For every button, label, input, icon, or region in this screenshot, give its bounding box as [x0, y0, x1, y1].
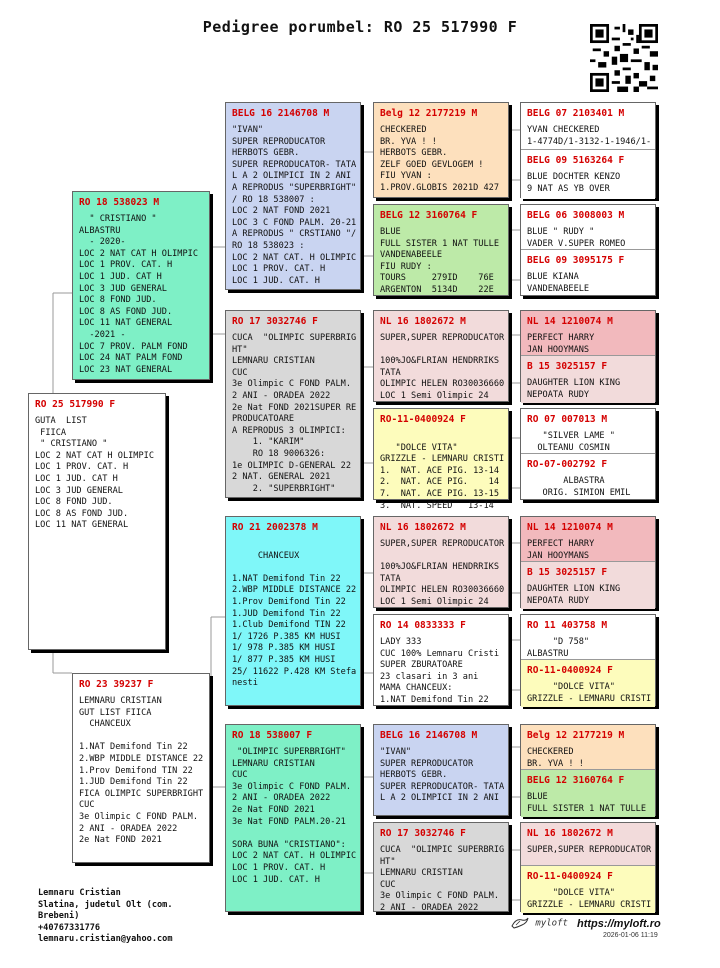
ancestor-pair-card[interactable] — [520, 204, 656, 296]
ancestor-female[interactable] — [521, 249, 655, 297]
grandparent-card[interactable] — [225, 102, 361, 290]
ring-number: BELG 09 3095175 F — [527, 255, 625, 266]
pigeon-details: CUCA "OLIMPIC SUPERBRIG HT" LEMNARU CRISTIAN CUC 3e Olimpic C FOND PALM. 2 ANI - ORADEA 2022 2e Nat FOND 2021SUPER RE PRODUCATOARE A REPRODUS 3 OLIMPICI: 1. "KARIM" RO 18 9006326: 1e OLIMPIC D-GENERAL 22 2 NAT. GENERAL 2021 2. "SUPERBRIGHT" — [232, 333, 357, 494]
logo-text: myloft — [535, 918, 568, 929]
pigeon-details: "OLIMPIC SUPERBRIGHT" LEMNARU CRISTIAN CUC 3e Olimpic C FOND PALM. 2 ANI - ORADEA 2022 2e Nat FOND 2021 3e Nat FOND PALM.20-21 SORA BUNA "CRISTIANO": LOC 2 NAT CAT. H OLIMPIC LOC 1 PROV. CAT. H LOC 1 JUD. CAT. H — [232, 747, 357, 885]
pigeon-details: CHECKERED BR. YVA ! ! HERBOTS GEBR. ZELF GOED GEVLOGEM ! FIU YVAN : 1.PROV.GLOBIS 2021D 427 — [380, 125, 499, 193]
ring-number: B 15 3025157 F — [527, 567, 608, 578]
ring-number: BELG 09 5163264 F — [527, 155, 625, 166]
pigeon-details: "DOLCE VITA" GRIZZLE - LEMNARU CRISTI — [527, 888, 652, 910]
pigeon-details: SUPER,SUPER REPRODUCATOR — [527, 845, 652, 855]
ring-number: Belg 12 2177219 M — [380, 108, 478, 119]
ring-number: RO 23 39237 F — [79, 679, 154, 690]
ring-number: Belg 12 2177219 M — [527, 730, 625, 741]
pigeon-details: BLUE KIANA VANDENABEELE — [527, 272, 590, 294]
sire-card[interactable] — [72, 191, 210, 380]
pigeon-details: DAUGHTER LION KING NEPOATA RUDY — [527, 378, 621, 400]
ring-number: RO 17 3032746 F — [380, 828, 466, 839]
pigeon-details: BLUE " RUDY " VADER V.SUPER ROMEO — [527, 227, 626, 249]
ring-number: RO-11-0400924 F — [527, 665, 613, 676]
ring-number: BELG 16 2146708 M — [380, 730, 478, 741]
ancestor-male[interactable] — [521, 615, 655, 659]
pigeon-details: BLUE FULL SISTER 1 NAT TULLE VANDENABEELE FIU RUDY : TOURS 279ID 76E ARGENTON 5134D 22E — [380, 227, 499, 295]
website-link[interactable]: https://myloft.ro — [577, 918, 661, 930]
ring-number: RO 17 3032746 F — [232, 316, 318, 327]
great-grandparent-card[interactable] — [373, 102, 509, 198]
ancestor-female[interactable] — [521, 659, 655, 707]
ancestor-pair-card[interactable] — [520, 310, 656, 402]
pigeon-details: LEMNARU CRISTIAN GUT LIST FIICA CHANCEUX 1.NAT Demifond Tin 22 2.WBP MIDDLE DISTANCE 22 1.Prov Demifond TIN 22 1.JUD Demifond Tin 22 FICA OLIMPIC SUPERBRIGHT CUC 3e Olimpic C FOND PALM. 2 ANI - ORADEA 2022 2e Nat FOND 2021 — [79, 696, 204, 846]
ring-number: NL 16 1802672 M — [380, 522, 466, 533]
pigeon-details: LADY 333 CUC 100% Lemnaru Cristi SUPER ZBURATOARE 23 clasari in 3 ani MAMA CHANCEUX: 1.NAT Demifond Tin 22 — [380, 637, 499, 705]
pigeon-details: GUTA LIST FIICA " CRISTIANO " LOC 2 NAT CAT H OLIMPIC LOC 1 PROV. CAT. H LOC 1 JUD. CAT H LOC 3 JUD GENERAL LOC 8 FOND JUD. LOC 8 AS FOND JUD. LOC 11 NAT GENERAL — [35, 416, 154, 531]
pigeon-details: "DOLCE VITA" GRIZZLE - LEMNARU CRISTI 1. NAT. ACE PIG. 13-14 2. NAT. ACE PIG. 14 7. NAT. ACE PIG. 13-15 3. NAT. SPEED 13-14 — [380, 442, 505, 511]
ancestor-pair-card[interactable] — [520, 614, 656, 706]
ring-number: RO 07 007013 M — [527, 414, 608, 425]
ring-number: BELG 12 3160764 F — [380, 210, 478, 221]
pigeon-details: ALBASTRA ORIG. SIMION EMIL — [542, 476, 631, 498]
ancestor-male[interactable] — [521, 311, 655, 355]
pigeon-details: SUPER,SUPER REPRODUCATOR 100%JO&FLRIAN HENDRRIKS TATA OLIMPIC HELEN RO30036660 LOC 1 Semi Olimpic 24 — [380, 539, 505, 607]
page-title: Pedigree porumbel: RO 25 517990 F — [202, 18, 518, 36]
pigeon-details: "SILVER LAME " OLTEANU COSMIN — [537, 431, 615, 453]
great-grandparent-card[interactable] — [373, 204, 509, 296]
ancestor-male[interactable] — [521, 409, 655, 453]
ring-number: NL 14 1210074 M — [527, 522, 613, 533]
ancestor-male[interactable] — [521, 517, 655, 561]
pigeon-details: CUCA "OLIMPIC SUPERBRIG HT" LEMNARU CRISTIAN CUC 3e Olimpic C FOND PALM. 2 ANI - ORADEA 2022 — [380, 845, 505, 913]
subject-pigeon-card[interactable] — [28, 393, 166, 650]
pigeon-details: CHECKERED BR. YVA ! ! — [527, 747, 584, 769]
myloft-logo — [510, 916, 568, 930]
ring-number: RO-07-002792 F — [527, 459, 608, 470]
ring-number: BELG 06 3008003 M — [527, 210, 625, 221]
great-grandparent-card[interactable] — [373, 724, 509, 816]
grandparent-card[interactable] — [225, 516, 361, 706]
ancestor-male[interactable] — [521, 103, 655, 149]
grandparent-card[interactable] — [225, 724, 361, 912]
ring-number: RO 21 2002378 M — [232, 522, 318, 533]
pigeon-logo-icon — [510, 916, 530, 930]
great-grandparent-card[interactable] — [373, 822, 509, 912]
owner-contact-info: Lemnaru Cristian Slatina, judetul Olt (com. Brebeni) +40767331776 lemnaru.cristian@yahoo.com — [38, 888, 173, 944]
great-grandparent-card[interactable] — [373, 310, 509, 402]
pigeon-details: "D 758" ALBASTRU — [527, 637, 590, 659]
ancestor-pair-card[interactable] — [520, 102, 656, 198]
ancestor-female[interactable] — [521, 149, 655, 199]
ring-number: NL 16 1802672 M — [380, 316, 466, 327]
ring-number: BELG 12 3160764 F — [527, 775, 625, 786]
ancestor-female[interactable] — [521, 865, 655, 913]
ring-number: RO 11 403758 M — [527, 620, 608, 631]
ring-number: RO 25 517990 F — [35, 399, 116, 410]
ancestor-pair-card[interactable] — [520, 516, 656, 608]
ring-number: RO 14 0833333 F — [380, 620, 466, 631]
great-grandparent-card[interactable] — [373, 408, 509, 511]
ring-number: BELG 16 2146708 M — [232, 108, 330, 119]
ancestor-male[interactable] — [521, 823, 655, 865]
ring-number: NL 14 1210074 M — [527, 316, 613, 327]
great-grandparent-card[interactable] — [373, 614, 509, 706]
ring-number: RO-11-0400924 F — [380, 414, 466, 425]
ancestor-female[interactable] — [521, 561, 655, 609]
pigeon-details: SUPER,SUPER REPRODUCATOR 100%JO&FLRIAN HENDRRIKS TATA OLIMPIC HELEN RO30036660 LOC 1 Semi Olimpic 24 — [380, 333, 505, 401]
pigeon-details: " CRISTIANO " ALBASTRU - 2020- LOC 2 NAT CAT H OLIMPIC LOC 1 PROV. CAT. H LOC 1 JUD. CAT H LOC 3 JUD GENERAL LOC 8 FOND JUD. LOC 8 AS FOND JUD. LOC 11 NAT GENERAL -2021 - LOC 7 PROV. PALM FOND LOC 24 NAT PALM FOND LOC 23 NAT GENERAL — [79, 214, 198, 375]
ring-number: NL 16 1802672 M — [527, 828, 613, 839]
pigeon-details: DAUGHTER LION KING NEPOATA RUDY — [527, 584, 621, 606]
ancestor-male[interactable] — [521, 205, 655, 249]
ancestor-pair-card[interactable] — [520, 724, 656, 816]
great-grandparent-card[interactable] — [373, 516, 509, 608]
ancestor-female[interactable] — [521, 355, 655, 403]
ring-number: RO-11-0400924 F — [527, 871, 613, 882]
pigeon-details: "IVAN" SUPER REPRODUCATOR HERBOTS GEBR. SUPER REPRODUCATOR- TATA L A 2 OLIMPICI IN 2 ANI — [380, 747, 505, 804]
ring-number: BELG 07 2103401 M — [527, 108, 625, 119]
ancestor-pair-card[interactable] — [520, 408, 656, 500]
pigeon-details: BLUE DOCHTER KENZO 9 NAT AS YB OVER — [527, 172, 621, 194]
pigeon-details: "DOLCE VITA" GRIZZLE - LEMNARU CRISTI — [527, 682, 652, 704]
pigeon-details: "IVAN" SUPER REPRODUCATOR HERBOTS GEBR. SUPER REPRODUCATOR- TATA L A 2 OLIMPICI IN 2 ANI A REPRODUS "SUPERBRIGHT" / RO 18 538007 : LOC 2 NAT FOND 2021 LOC 3 C FOND PALM. 20-21 A REPRODUS " CRSTIANO "/ RO 18 538023 : LOC 2 NAT CAT. H OLIMPIC LOC 1 PROV. CAT. H LOC 1 JUD. CAT. H — [232, 125, 357, 286]
ring-number: B 15 3025157 F — [527, 361, 608, 372]
ring-number: RO 18 538007 F — [232, 730, 313, 741]
pigeon-details: CHANCEUX 1.NAT Demifond Tin 22 2.WBP MIDDLE DISTANCE 22 1.Prov Demifond Tin 22 1.JUD Demifond Tin 22 1.Club Demifond TIN 22 1/ 1726 P.385 KM HUSI 1/ 978 P.385 KM HUSI 1/ 877 P.385 KM HUSI 25/ 11622 P.428 KM Stefa nesti — [232, 550, 357, 689]
ancestor-female[interactable] — [521, 453, 655, 501]
pigeon-details: PERFECT HARRY JAN HOOYMANS — [527, 333, 595, 355]
pigeon-details: PERFECT HARRY JAN HOOYMANS — [527, 539, 595, 561]
ancestor-female[interactable] — [521, 769, 655, 817]
ancestor-male[interactable] — [521, 725, 655, 769]
pigeon-details: BLUE FULL SISTER 1 NAT TULLE — [527, 792, 646, 814]
ancestor-pair-card[interactable] — [520, 822, 656, 912]
grandparent-card[interactable] — [225, 310, 361, 498]
pigeon-details: YVAN CHECKERED 1-4774D/1-3132-1-1946/1- — [527, 125, 652, 147]
print-date: 2026-01-06 11:19 — [603, 932, 658, 939]
dam-card[interactable] — [72, 673, 210, 863]
ring-number: RO 18 538023 M — [79, 197, 160, 208]
